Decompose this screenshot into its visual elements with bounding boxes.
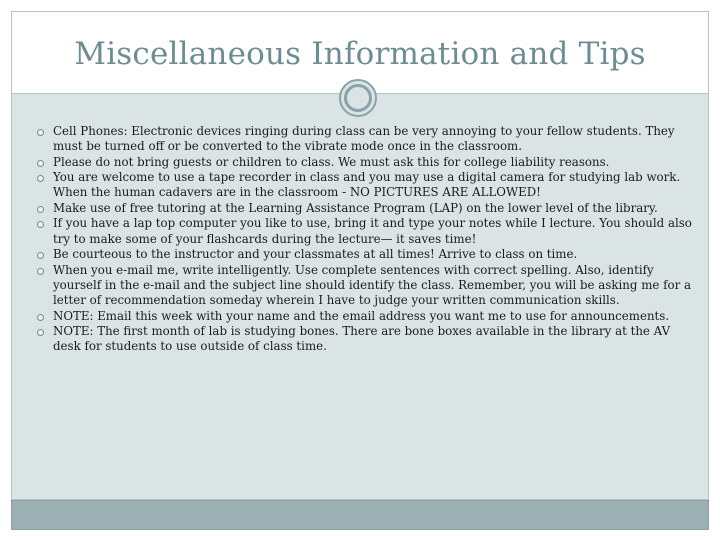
- list-item: [37, 247, 697, 262]
- bullet-icon: [37, 221, 44, 228]
- bullet-text: Please do not bring guests or children to class. We must ask this for college liability reasons.: [53, 154, 610, 169]
- list-item: [37, 201, 697, 216]
- bullet-list: [37, 124, 697, 355]
- double-circle-ornament-inner-icon: [344, 84, 372, 112]
- bullet-text: If you have a lap top computer you like to use, bring it and type your notes while I lecture. You should also try to make some of your flashcards during the lecture— it saves time!: [53, 216, 692, 246]
- footer-band: [11, 500, 709, 530]
- bullet-icon: [37, 268, 44, 275]
- bullet-text: Cell Phones: Electronic devices ringing during class can be very annoying to your fellow students. They must be turned off or be converted to the vibrate mode once in the classroom.: [53, 124, 675, 154]
- bullet-icon: [37, 129, 44, 136]
- list-item: [37, 309, 697, 324]
- bullet-text: NOTE: Email this week with your name and the email address you want me to use for announcements.: [53, 308, 670, 323]
- list-item: [37, 124, 697, 154]
- slide-title: Miscellaneous Information and Tips: [74, 36, 646, 72]
- bullet-text: NOTE: The first month of lab is studying bones. There are bone boxes available in the library at the AV desk for students to use outside of class time.: [53, 324, 671, 354]
- list-item: [37, 324, 697, 354]
- bullet-icon: [37, 206, 44, 213]
- bullet-text: Make use of free tutoring at the Learning Assistance Program (LAP) on the lower level of the library.: [53, 200, 658, 215]
- bullet-text: When you e-mail me, write intelligently. Use complete sentences with correct spelling. Also, identify yourself in the e-mail and the subject line should identify the class. Remember, you will be asking me for a letter of recommendation someday wherein I have to judge your written communication skills.: [53, 262, 692, 308]
- bullet-icon: [37, 160, 44, 167]
- list-item: [37, 155, 697, 170]
- list-item: [37, 263, 697, 309]
- bullet-text: You are welcome to use a tape recorder in class and you may use a digital camera for studying lab work. When the human cadavers are in the classroom - NO PICTURES ARE ALLOWED!: [53, 170, 681, 200]
- bullet-icon: [37, 329, 44, 336]
- bullet-text: Be courteous to the instructor and your classmates at all times! Arrive to class on time.: [53, 247, 578, 262]
- bullet-icon: [37, 314, 44, 321]
- list-item: [37, 170, 697, 200]
- bullet-icon: [37, 252, 44, 259]
- bullet-icon: [37, 175, 44, 182]
- list-item: [37, 216, 697, 246]
